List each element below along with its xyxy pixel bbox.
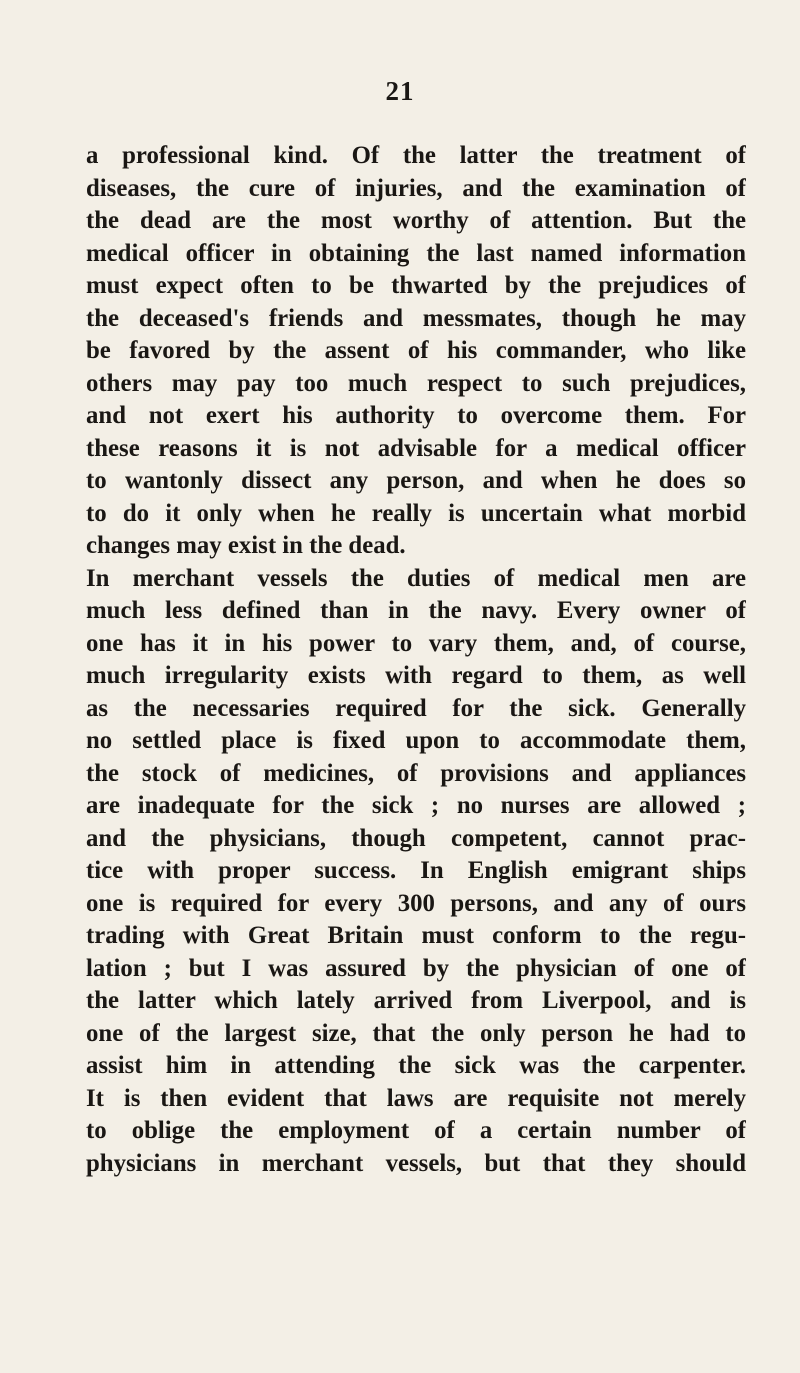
body-text [86, 140, 746, 1180]
text-line: be favored by the assent of his commander, who like [86, 337, 746, 364]
text-line: assist him in attending the sick was the carpenter. [86, 1052, 746, 1079]
text-line: these reasons it is not advisable for a medical officer [86, 434, 746, 462]
text-line: are inadequate for the sick ; no nurses are allowed ; [86, 792, 746, 819]
text-line: medical officer in obtaining the last named information [86, 239, 746, 267]
text-line: In merchant vessels the duties of medical men are [86, 564, 746, 592]
text-line: much irregularity exists with regard to them, as well [86, 662, 746, 689]
text-line: and the physicians, though competent, cannot prac- [86, 824, 746, 852]
text-line: tice with proper success. In English emigrant ships [86, 857, 746, 884]
text-line: as the necessaries required for the sick. Generally [86, 694, 746, 722]
text-line: one is required for every 300 persons, and any of ours [86, 889, 746, 917]
text-line: one has it in his power to vary them, and, of course, [86, 629, 746, 657]
text-line: physicians in merchant vessels, but that they should [86, 1149, 746, 1177]
text-line: to do it only when he really is uncertain what morbid [86, 499, 746, 527]
text-line: to wantonly dissect any person, and when he does so [86, 467, 746, 494]
text-line: the deceased's friends and messmates, though he may [86, 304, 746, 332]
text-line: others may pay too much respect to such prejudices, [86, 369, 746, 397]
text-line: the dead are the most worthy of attention. But the [86, 207, 746, 234]
page-number: 21 [385, 76, 415, 106]
text-line: diseases, the cure of injuries, and the examination of [86, 174, 746, 202]
text-line: must expect often to be thwarted by the prejudices of [86, 272, 746, 299]
text-line: one of the largest size, that the only person he had to [86, 1019, 746, 1047]
text-line: no settled place is fixed upon to accommodate them, [86, 727, 746, 754]
text-line: the latter which lately arrived from Liverpool, and is [86, 987, 746, 1014]
text-line: and not exert his authority to overcome them. For [86, 402, 746, 429]
text-line: a professional kind. Of the latter the treatment of [86, 142, 746, 169]
text-line: much less defined than in the navy. Every owner of [86, 597, 746, 624]
text-line: trading with Great Britain must conform to the regu- [86, 922, 746, 949]
text-line: lation ; but I was assured by the physician of one of [86, 954, 746, 982]
text-line: changes may exist in the dead. [86, 532, 406, 559]
text-line: to oblige the employment of a certain number of [86, 1117, 746, 1144]
text-line: the stock of medicines, of provisions and appliances [86, 759, 746, 787]
text-line: It is then evident that laws are requisite not merely [86, 1084, 746, 1112]
